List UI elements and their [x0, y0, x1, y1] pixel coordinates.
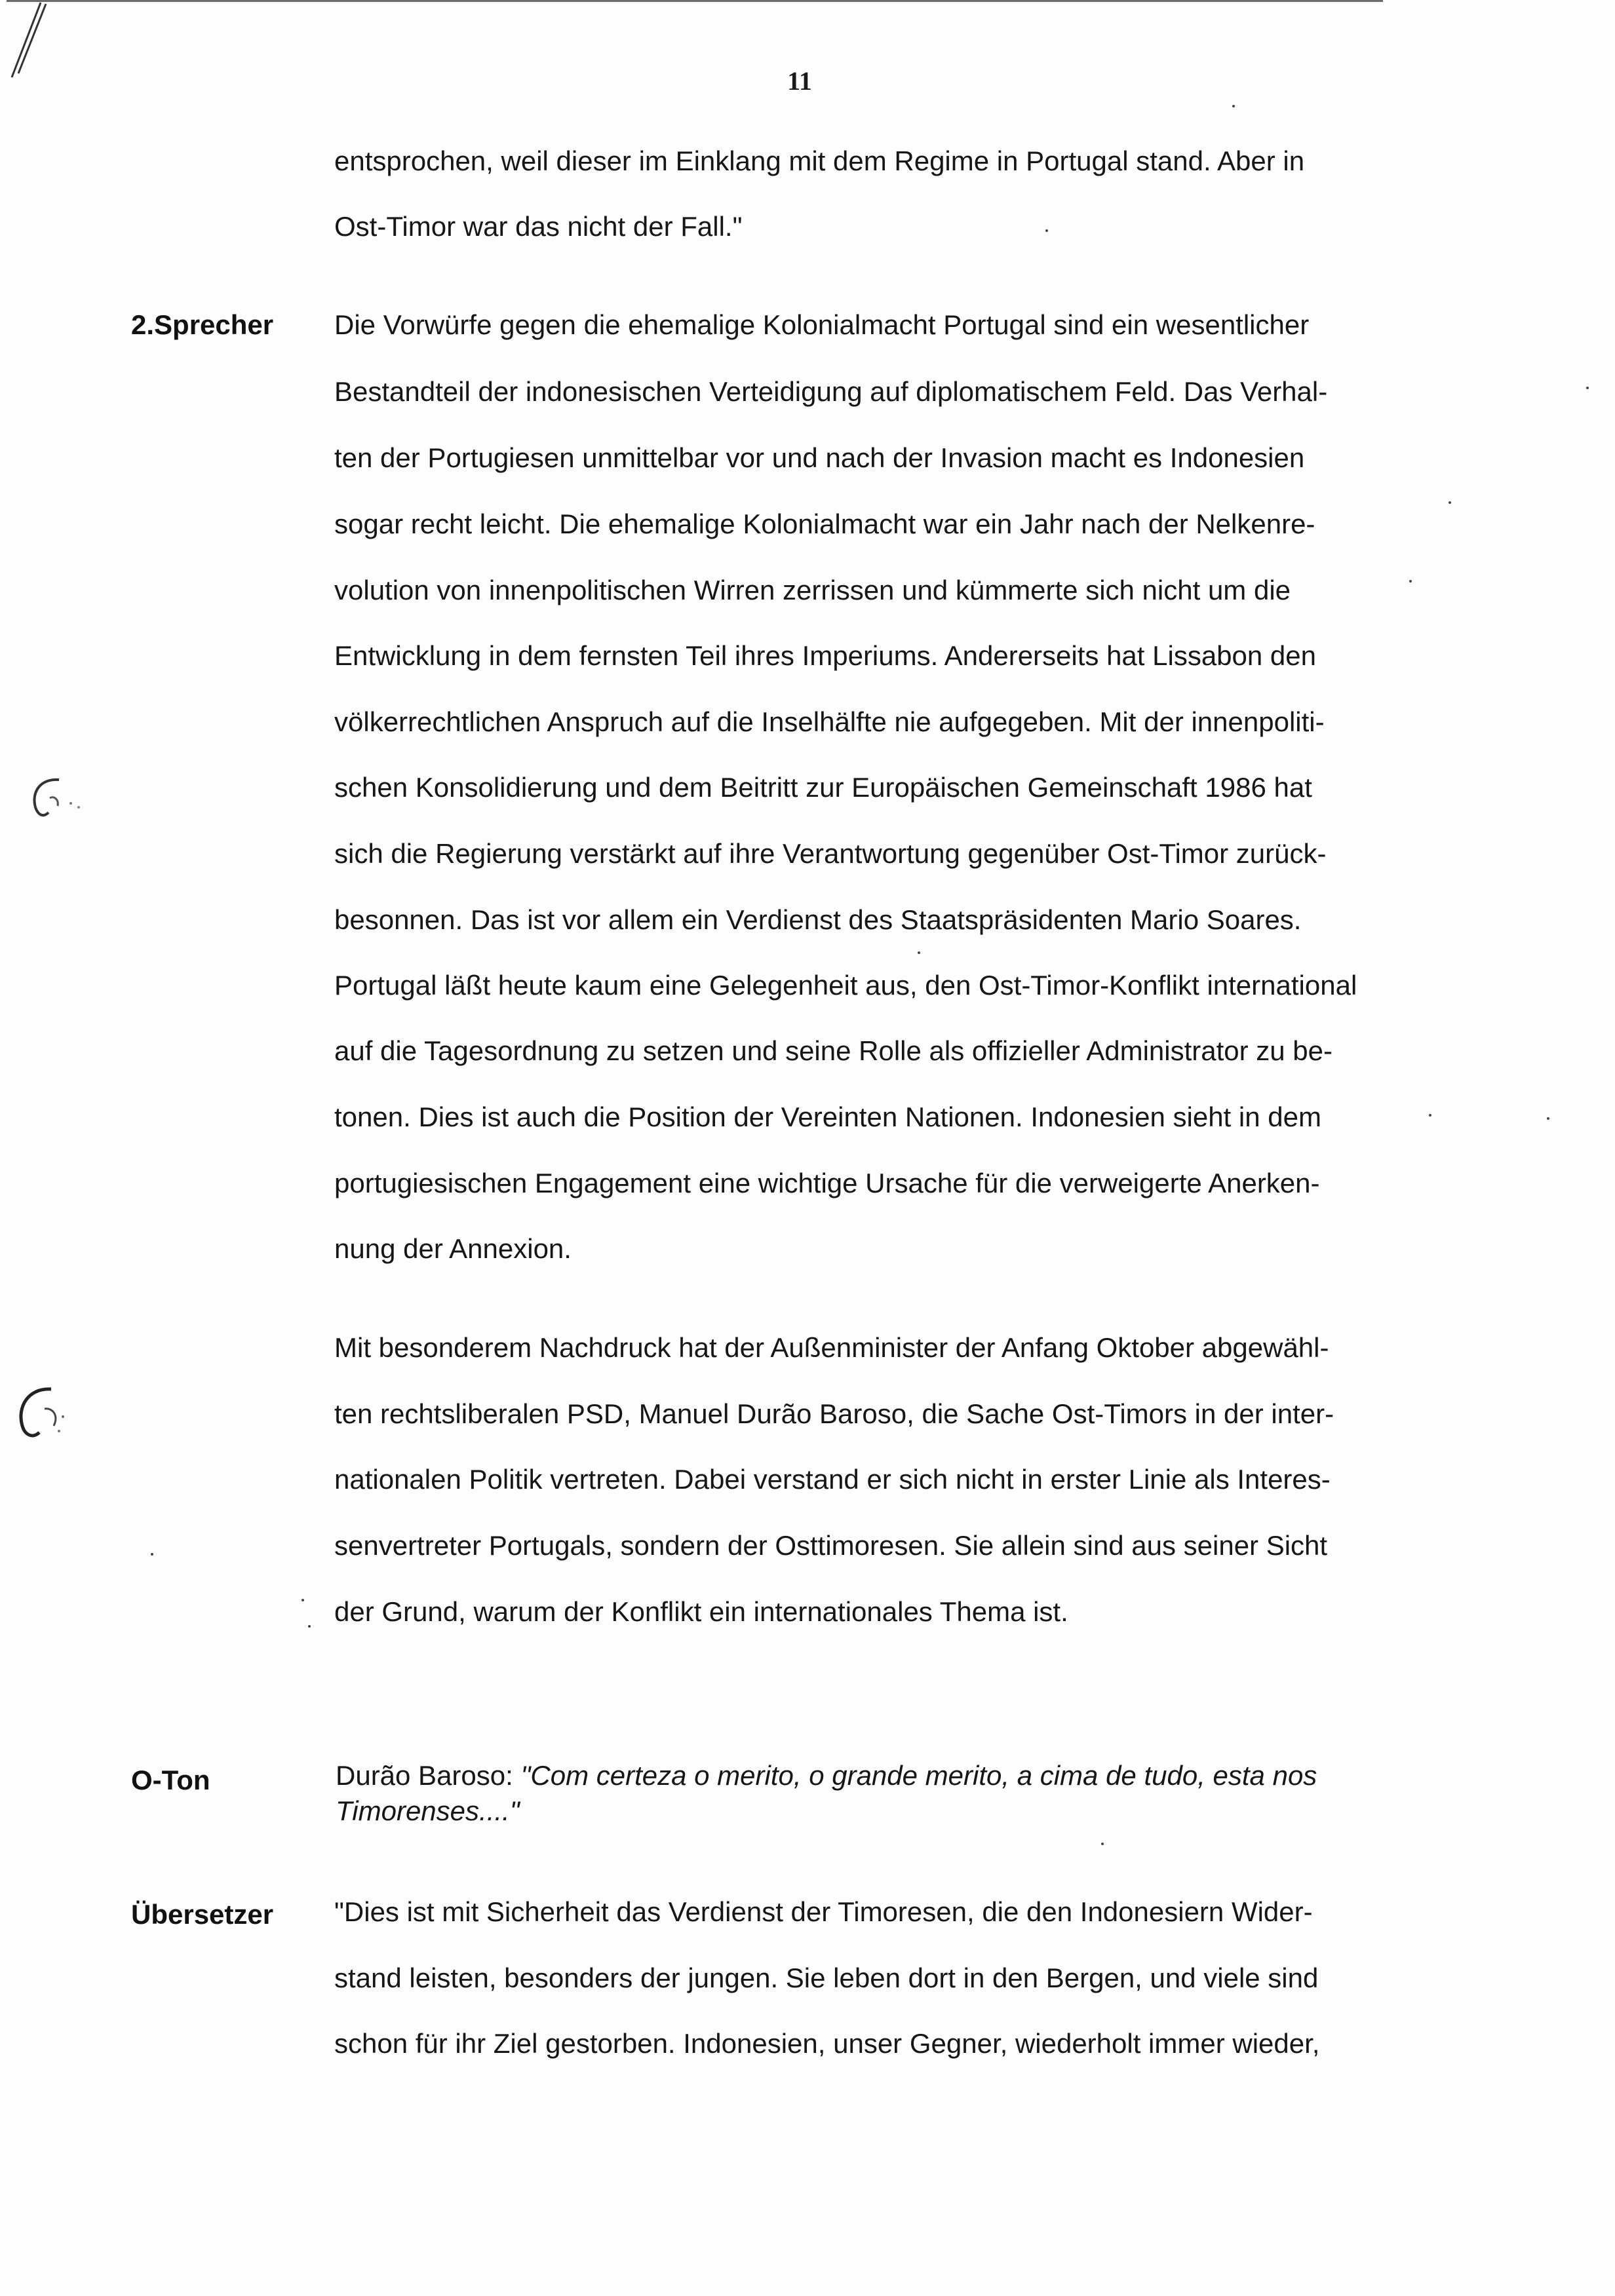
- speaker-label: O-Ton: [131, 1765, 210, 1795]
- body-line: ten der Portugiesen unmittelbar vor und nach der Invasion macht es Indonesien: [334, 442, 1305, 473]
- body-line: auf die Tagesordnung zu setzen und seine Rolle als offizieller Administrator zu be-: [334, 1035, 1333, 1066]
- scan-speck: [1409, 580, 1412, 583]
- speaker-label: Übersetzer: [131, 1899, 274, 1930]
- body-line: der Grund, warum der Konflikt ein internationales Thema ist.: [334, 1596, 1068, 1627]
- punch-hole-mark: [20, 767, 92, 839]
- body-line: sich die Regierung verstärkt auf ihre Verantwortung gegenüber Ost-Timor zurück-: [334, 838, 1327, 869]
- page-number: 11: [787, 66, 812, 96]
- scan-speck: [1547, 1117, 1549, 1120]
- speaker-label: 2.Sprecher: [131, 309, 274, 340]
- scan-speck: [918, 951, 920, 954]
- scan-speck: [1449, 501, 1451, 504]
- body-line: völkerrechtlichen Anspruch auf die Inselhälfte nie aufgegeben. Mit der innenpoliti-: [334, 706, 1325, 737]
- scan-speck: [1586, 387, 1589, 389]
- scan-speck: [302, 1599, 304, 1601]
- body-line: stand leisten, besonders der jungen. Sie leben dort in den Bergen, und viele sind: [334, 1962, 1319, 1993]
- quote-line: Timorenses....": [336, 1795, 520, 1826]
- scan-speck: [1101, 1843, 1104, 1845]
- body-line: besonnen. Das ist vor allem ein Verdienst des Staatspräsidenten Mario Soares.: [334, 904, 1302, 935]
- body-line: schon für ihr Ziel gestorben. Indonesien, unser Gegner, wiederholt immer wieder,: [334, 2028, 1320, 2059]
- body-line: Ost-Timor war das nicht der Fall.": [334, 211, 743, 242]
- punch-hole-mark: [13, 1383, 85, 1455]
- quote-speaker-name: Durão Baroso:: [336, 1760, 521, 1791]
- pen-slash-mark: [0, 0, 92, 85]
- body-line: "Dies ist mit Sicherheit das Verdienst der Timoresen, die den Indonesiern Wider-: [334, 1896, 1313, 1927]
- scan-speck: [151, 1553, 153, 1556]
- body-line: sogar recht leicht. Die ehemalige Kolonialmacht war ein Jahr nach der Nelkenre-: [334, 508, 1315, 539]
- scan-speck: [1045, 229, 1048, 232]
- quote-text: "Com certeza o merito, o grande merito, a cima de tudo, esta nos: [520, 1760, 1317, 1791]
- quote-line: [336, 1760, 1317, 1791]
- body-line: volution von innenpolitischen Wirren zerrissen und kümmerte sich nicht um die: [334, 575, 1291, 605]
- body-line: Entwicklung in dem fernsten Teil ihres Imperiums. Andererseits hat Lissabon den: [334, 640, 1316, 671]
- body-line: portugiesischen Engagement eine wichtige Ursache für die verweigerte Anerken-: [334, 1168, 1320, 1198]
- body-line: entsprochen, weil dieser im Einklang mit dem Regime in Portugal stand. Aber in: [334, 145, 1305, 176]
- body-line: nung der Annexion.: [334, 1233, 572, 1264]
- scan-speck: [308, 1625, 311, 1628]
- body-line: schen Konsolidierung und dem Beitritt zur Europäischen Gemeinschaft 1986 hat: [334, 772, 1312, 803]
- body-line: Bestandteil der indonesischen Verteidigung auf diplomatischem Feld. Das Verhal-: [334, 376, 1328, 407]
- body-line: Mit besonderem Nachdruck hat der Außenminister der Anfang Oktober abgewähl-: [334, 1332, 1329, 1363]
- body-line: ten rechtsliberalen PSD, Manuel Durão Baroso, die Sache Ost-Timors in der inter-: [334, 1398, 1334, 1429]
- scan-speck: [1429, 1114, 1431, 1117]
- body-line: nationalen Politik vertreten. Dabei verstand er sich nicht in erster Linie als Interes-: [334, 1464, 1331, 1495]
- body-line: Die Vorwürfe gegen die ehemalige Kolonialmacht Portugal sind ein wesentlicher: [334, 309, 1310, 340]
- body-line: Portugal läßt heute kaum eine Gelegenheit aus, den Ost-Timor-Konflikt international: [334, 970, 1357, 1001]
- scan-top-rule: [7, 0, 1383, 2]
- body-line: senvertreter Portugals, sondern der Osttimoresen. Sie allein sind aus seiner Sicht: [334, 1530, 1328, 1561]
- scan-speck: [1232, 105, 1235, 107]
- body-line: tonen. Dies ist auch die Position der Vereinten Nationen. Indonesien sieht in dem: [334, 1101, 1321, 1132]
